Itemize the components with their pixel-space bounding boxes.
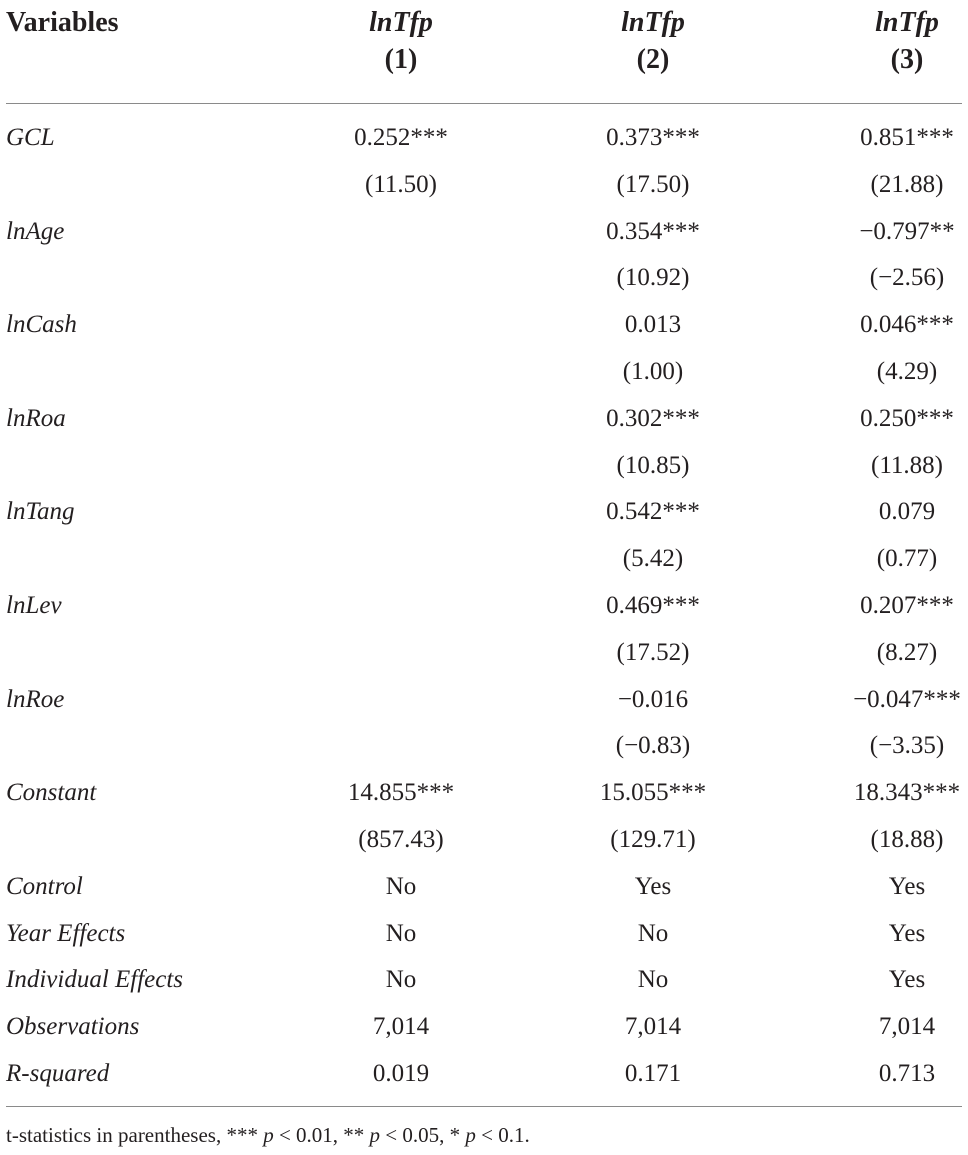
table-row bbox=[0, 489, 968, 536]
table-row-tstat bbox=[0, 162, 968, 209]
table-row-tstat bbox=[0, 536, 968, 583]
row-label: Observations bbox=[6, 1013, 140, 1041]
row-label: Constant bbox=[6, 779, 97, 807]
column-header-1 bbox=[291, 6, 511, 77]
table-cell: (0.77) bbox=[876, 545, 938, 573]
table-cell: (17.50) bbox=[616, 170, 690, 198]
table-cell: 0.171 bbox=[624, 1059, 682, 1087]
table-cell: (−2.56) bbox=[869, 264, 945, 292]
footnote-stars-1: * bbox=[449, 1123, 461, 1147]
model-number: (2) bbox=[636, 44, 670, 75]
table-cell: (857.43) bbox=[358, 825, 444, 853]
table-row-tstat bbox=[0, 817, 968, 864]
table-cell: (10.85) bbox=[616, 451, 690, 479]
footnote-threshold-3: < 0.1. bbox=[475, 1123, 530, 1147]
table-cell: (10.92) bbox=[616, 264, 690, 292]
table-cell: 0.019 bbox=[372, 1059, 430, 1087]
table-row bbox=[0, 957, 968, 1004]
footnote-stars-2: ** bbox=[343, 1123, 365, 1147]
table-cell: 7,014 bbox=[624, 1013, 682, 1041]
table-row-tstat bbox=[0, 255, 968, 302]
table-cell: No bbox=[385, 966, 417, 994]
table-cell: (11.50) bbox=[365, 170, 437, 198]
table-cell: 0.302*** bbox=[606, 404, 700, 432]
table-cell: 0.250*** bbox=[860, 404, 954, 432]
table-cell: −0.016 bbox=[617, 685, 689, 713]
table-cell: (129.71) bbox=[610, 825, 696, 853]
table-header bbox=[0, 0, 968, 103]
table-cell: No bbox=[385, 872, 417, 900]
model-number: (1) bbox=[384, 44, 418, 75]
table-cell: 0.013 bbox=[624, 311, 682, 339]
table-cell: (18.88) bbox=[870, 825, 944, 853]
row-label: lnRoe bbox=[6, 685, 65, 713]
table-cell: 0.207*** bbox=[860, 591, 954, 619]
table-cell: (21.88) bbox=[870, 170, 944, 198]
table-cell: No bbox=[637, 966, 669, 994]
row-label: lnCash bbox=[6, 311, 77, 339]
column-header-2 bbox=[543, 6, 763, 77]
table-cell: No bbox=[385, 919, 417, 947]
table-cell: −0.047*** bbox=[853, 685, 961, 713]
footer-divider bbox=[6, 1106, 962, 1107]
dependent-variable-label: lnTfp bbox=[369, 7, 433, 38]
table-row-tstat bbox=[0, 349, 968, 396]
row-label: Year Effects bbox=[6, 919, 126, 947]
column-header-3 bbox=[797, 6, 968, 77]
table-cell: 15.055*** bbox=[599, 779, 707, 807]
table-cell: (−3.35) bbox=[869, 732, 945, 760]
table-row bbox=[0, 115, 968, 162]
table-cell: (5.42) bbox=[622, 545, 684, 573]
table-cell: 7,014 bbox=[878, 1013, 936, 1041]
table-cell: 0.469*** bbox=[606, 591, 700, 619]
table-cell: 0.079 bbox=[878, 498, 936, 526]
table-cell: Yes bbox=[888, 966, 926, 994]
table-row bbox=[0, 911, 968, 958]
row-label: lnRoa bbox=[6, 404, 66, 432]
table-cell: (4.29) bbox=[876, 357, 938, 385]
table-row bbox=[0, 583, 968, 630]
table-row bbox=[0, 677, 968, 724]
table-cell: Yes bbox=[634, 872, 672, 900]
table-cell: 0.046*** bbox=[860, 311, 954, 339]
table-cell: Yes bbox=[888, 919, 926, 947]
table-cell: (1.00) bbox=[622, 357, 684, 385]
footnote-p: p bbox=[369, 1123, 381, 1147]
table-cell: 0.851*** bbox=[860, 124, 954, 151]
table-row bbox=[0, 770, 968, 817]
table-cell: (8.27) bbox=[876, 638, 938, 666]
table-cell: 0.542*** bbox=[606, 498, 700, 526]
table-cell: Yes bbox=[888, 872, 926, 900]
table-row bbox=[0, 1051, 968, 1098]
footnote-threshold-1: < 0.01, bbox=[273, 1123, 344, 1147]
row-label: Control bbox=[6, 872, 83, 900]
table-cell: 0.252*** bbox=[354, 124, 448, 151]
table-cell: 0.354*** bbox=[606, 217, 700, 245]
table-footnote bbox=[6, 1122, 530, 1148]
table-cell: 0.373*** bbox=[606, 124, 700, 151]
row-label: lnLev bbox=[6, 591, 62, 619]
table-cell: (17.52) bbox=[616, 638, 690, 666]
table-row bbox=[0, 209, 968, 256]
table-row bbox=[0, 302, 968, 349]
row-label: lnTang bbox=[6, 498, 75, 526]
table-body bbox=[0, 115, 968, 1098]
table-cell: 7,014 bbox=[372, 1013, 430, 1041]
table-cell: 14.855*** bbox=[347, 779, 455, 807]
footnote-stars-3: *** bbox=[226, 1123, 258, 1147]
footnote-p: p bbox=[263, 1123, 274, 1147]
row-label: GCL bbox=[6, 124, 55, 151]
footnote-p: p bbox=[465, 1123, 476, 1147]
model-number: (3) bbox=[890, 44, 924, 75]
footnote-threshold-2: < 0.05, bbox=[380, 1123, 450, 1147]
table-cell: (11.88) bbox=[871, 451, 943, 479]
table-row-tstat bbox=[0, 630, 968, 677]
table-row bbox=[0, 396, 968, 443]
row-label: Individual Effects bbox=[6, 966, 184, 994]
variables-header: Variables bbox=[6, 7, 119, 38]
header-divider bbox=[6, 103, 962, 104]
dependent-variable-label: lnTfp bbox=[875, 7, 939, 38]
table-cell: 18.343*** bbox=[853, 779, 961, 807]
table-cell: No bbox=[637, 919, 669, 947]
table-row bbox=[0, 864, 968, 911]
dependent-variable-label: lnTfp bbox=[621, 7, 685, 38]
row-label: lnAge bbox=[6, 217, 65, 245]
row-label: R-squared bbox=[6, 1059, 110, 1087]
table-row-tstat bbox=[0, 723, 968, 770]
table-row bbox=[0, 1004, 968, 1051]
table-row-tstat bbox=[0, 443, 968, 490]
table-cell: −0.797** bbox=[859, 217, 955, 245]
footnote-lead: t-statistics in parentheses, bbox=[6, 1123, 227, 1147]
table-cell: 0.713 bbox=[878, 1059, 936, 1087]
table-cell: (−0.83) bbox=[615, 732, 691, 760]
